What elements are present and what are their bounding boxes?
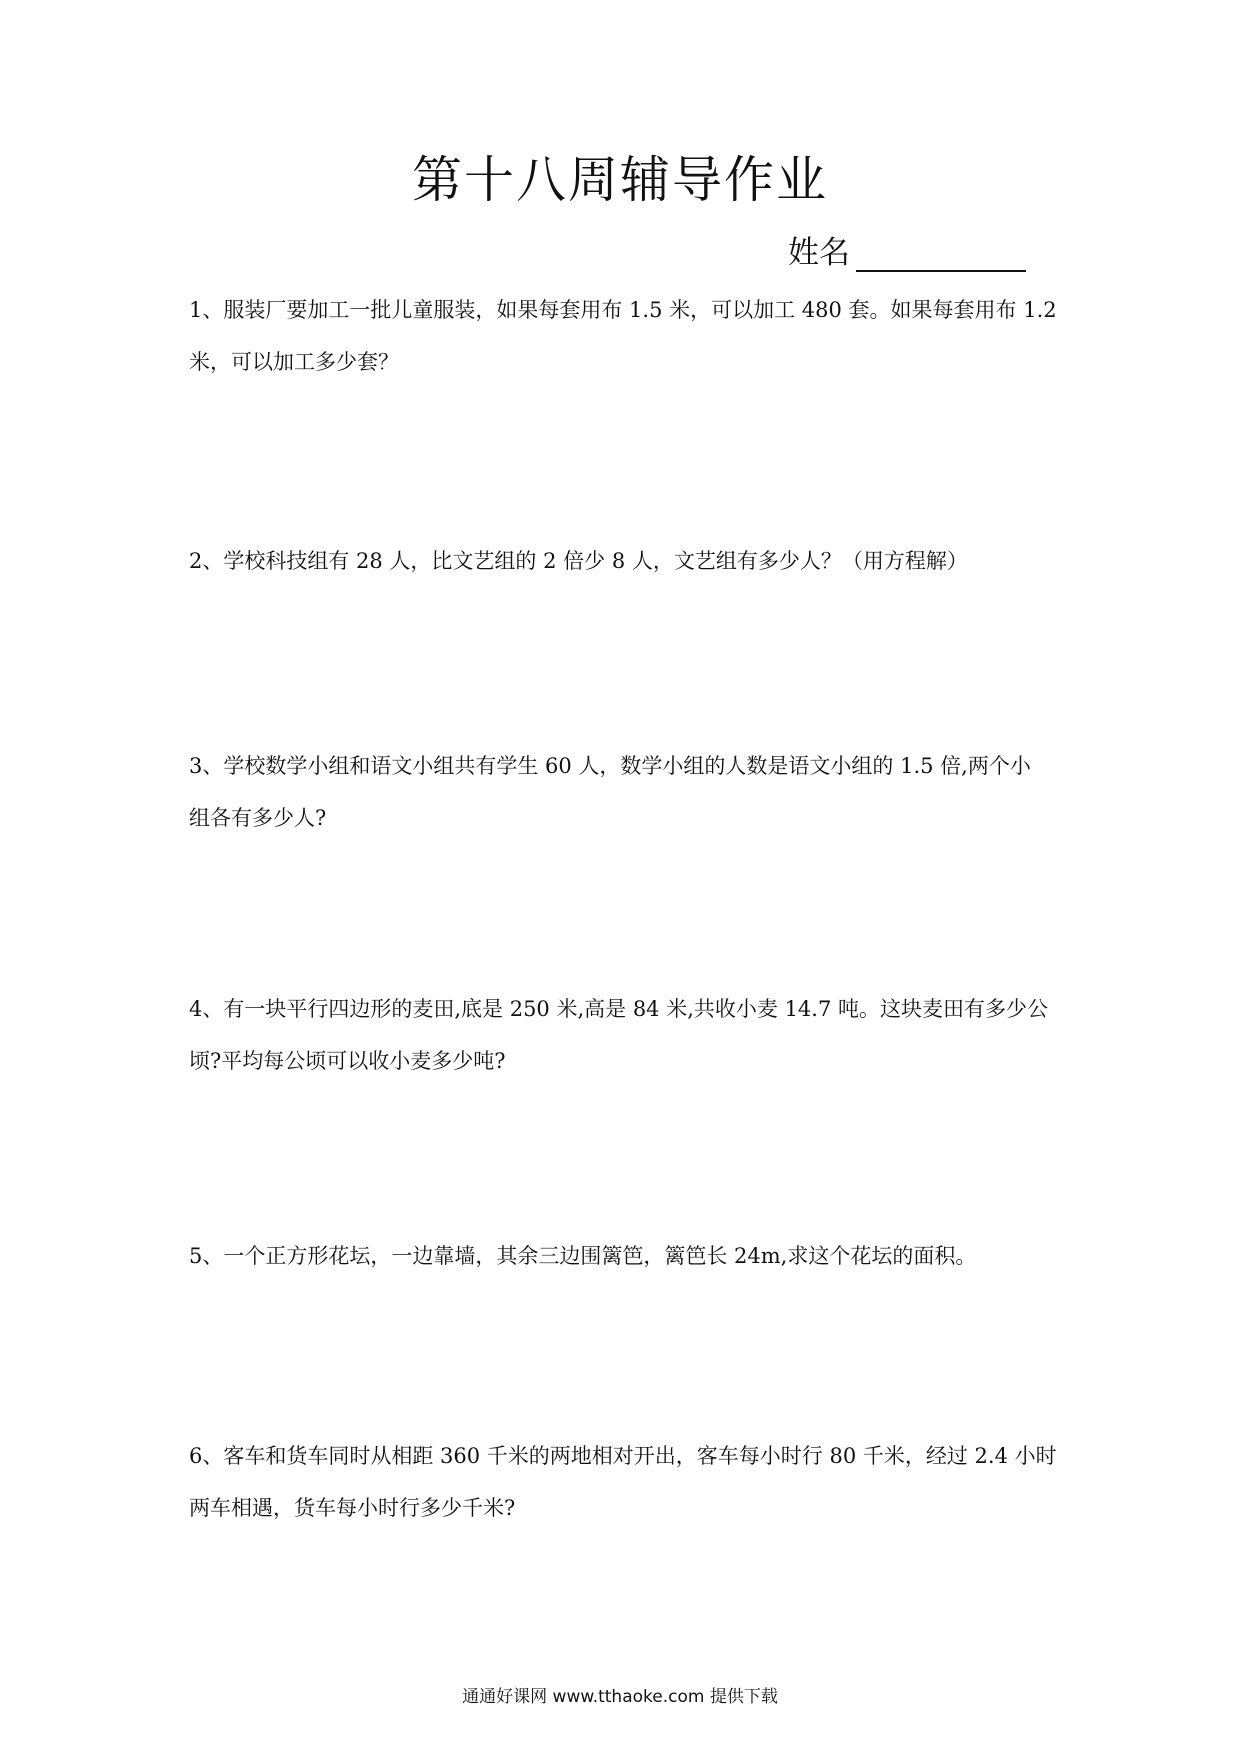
- question-3: 3、学校数学小组和语文小组共有学生 60 人，数学小组的人数是语文小组的 1.5 倍,两个小 组各有多少人?: [189, 754, 1031, 830]
- name-label: 姓名: [788, 235, 850, 271]
- question-1: 1、服装厂要加工一批儿童服装，如果每套用布 1.5 米，可以加工 480 套。如果每套用布 1.2 米，可以加工多少套？: [189, 298, 1057, 374]
- document-title: 第十八周辅导作业: [412, 151, 828, 209]
- name-blank-line: [856, 236, 1026, 272]
- name-field: [788, 226, 1026, 272]
- footer-source: 通通好课网 www.tthaoke.com 提供下载: [462, 1687, 778, 1707]
- question-6: 6、客车和货车同时从相距 360 千米的两地相对开出，客车每小时行 80 千米，经过 2.4 小时 两车相遇，货车每小时行多少千米?: [189, 1444, 1057, 1520]
- question-4: 4、有一块平行四边形的麦田,底是 250 米,高是 84 米,共收小麦 14.7 吨。这块麦田有多少公 顷?平均每公顷可以收小麦多少吨?: [189, 997, 1048, 1073]
- question-2: 2、学校科技组有 28 人，比文艺组的 2 倍少 8 人，文艺组有多少人？（用方程解）: [189, 549, 968, 573]
- question-5: 5、一个正方形花坛，一边靠墙，其余三边围篱笆，篱笆长 24m,求这个花坛的面积。: [189, 1244, 977, 1268]
